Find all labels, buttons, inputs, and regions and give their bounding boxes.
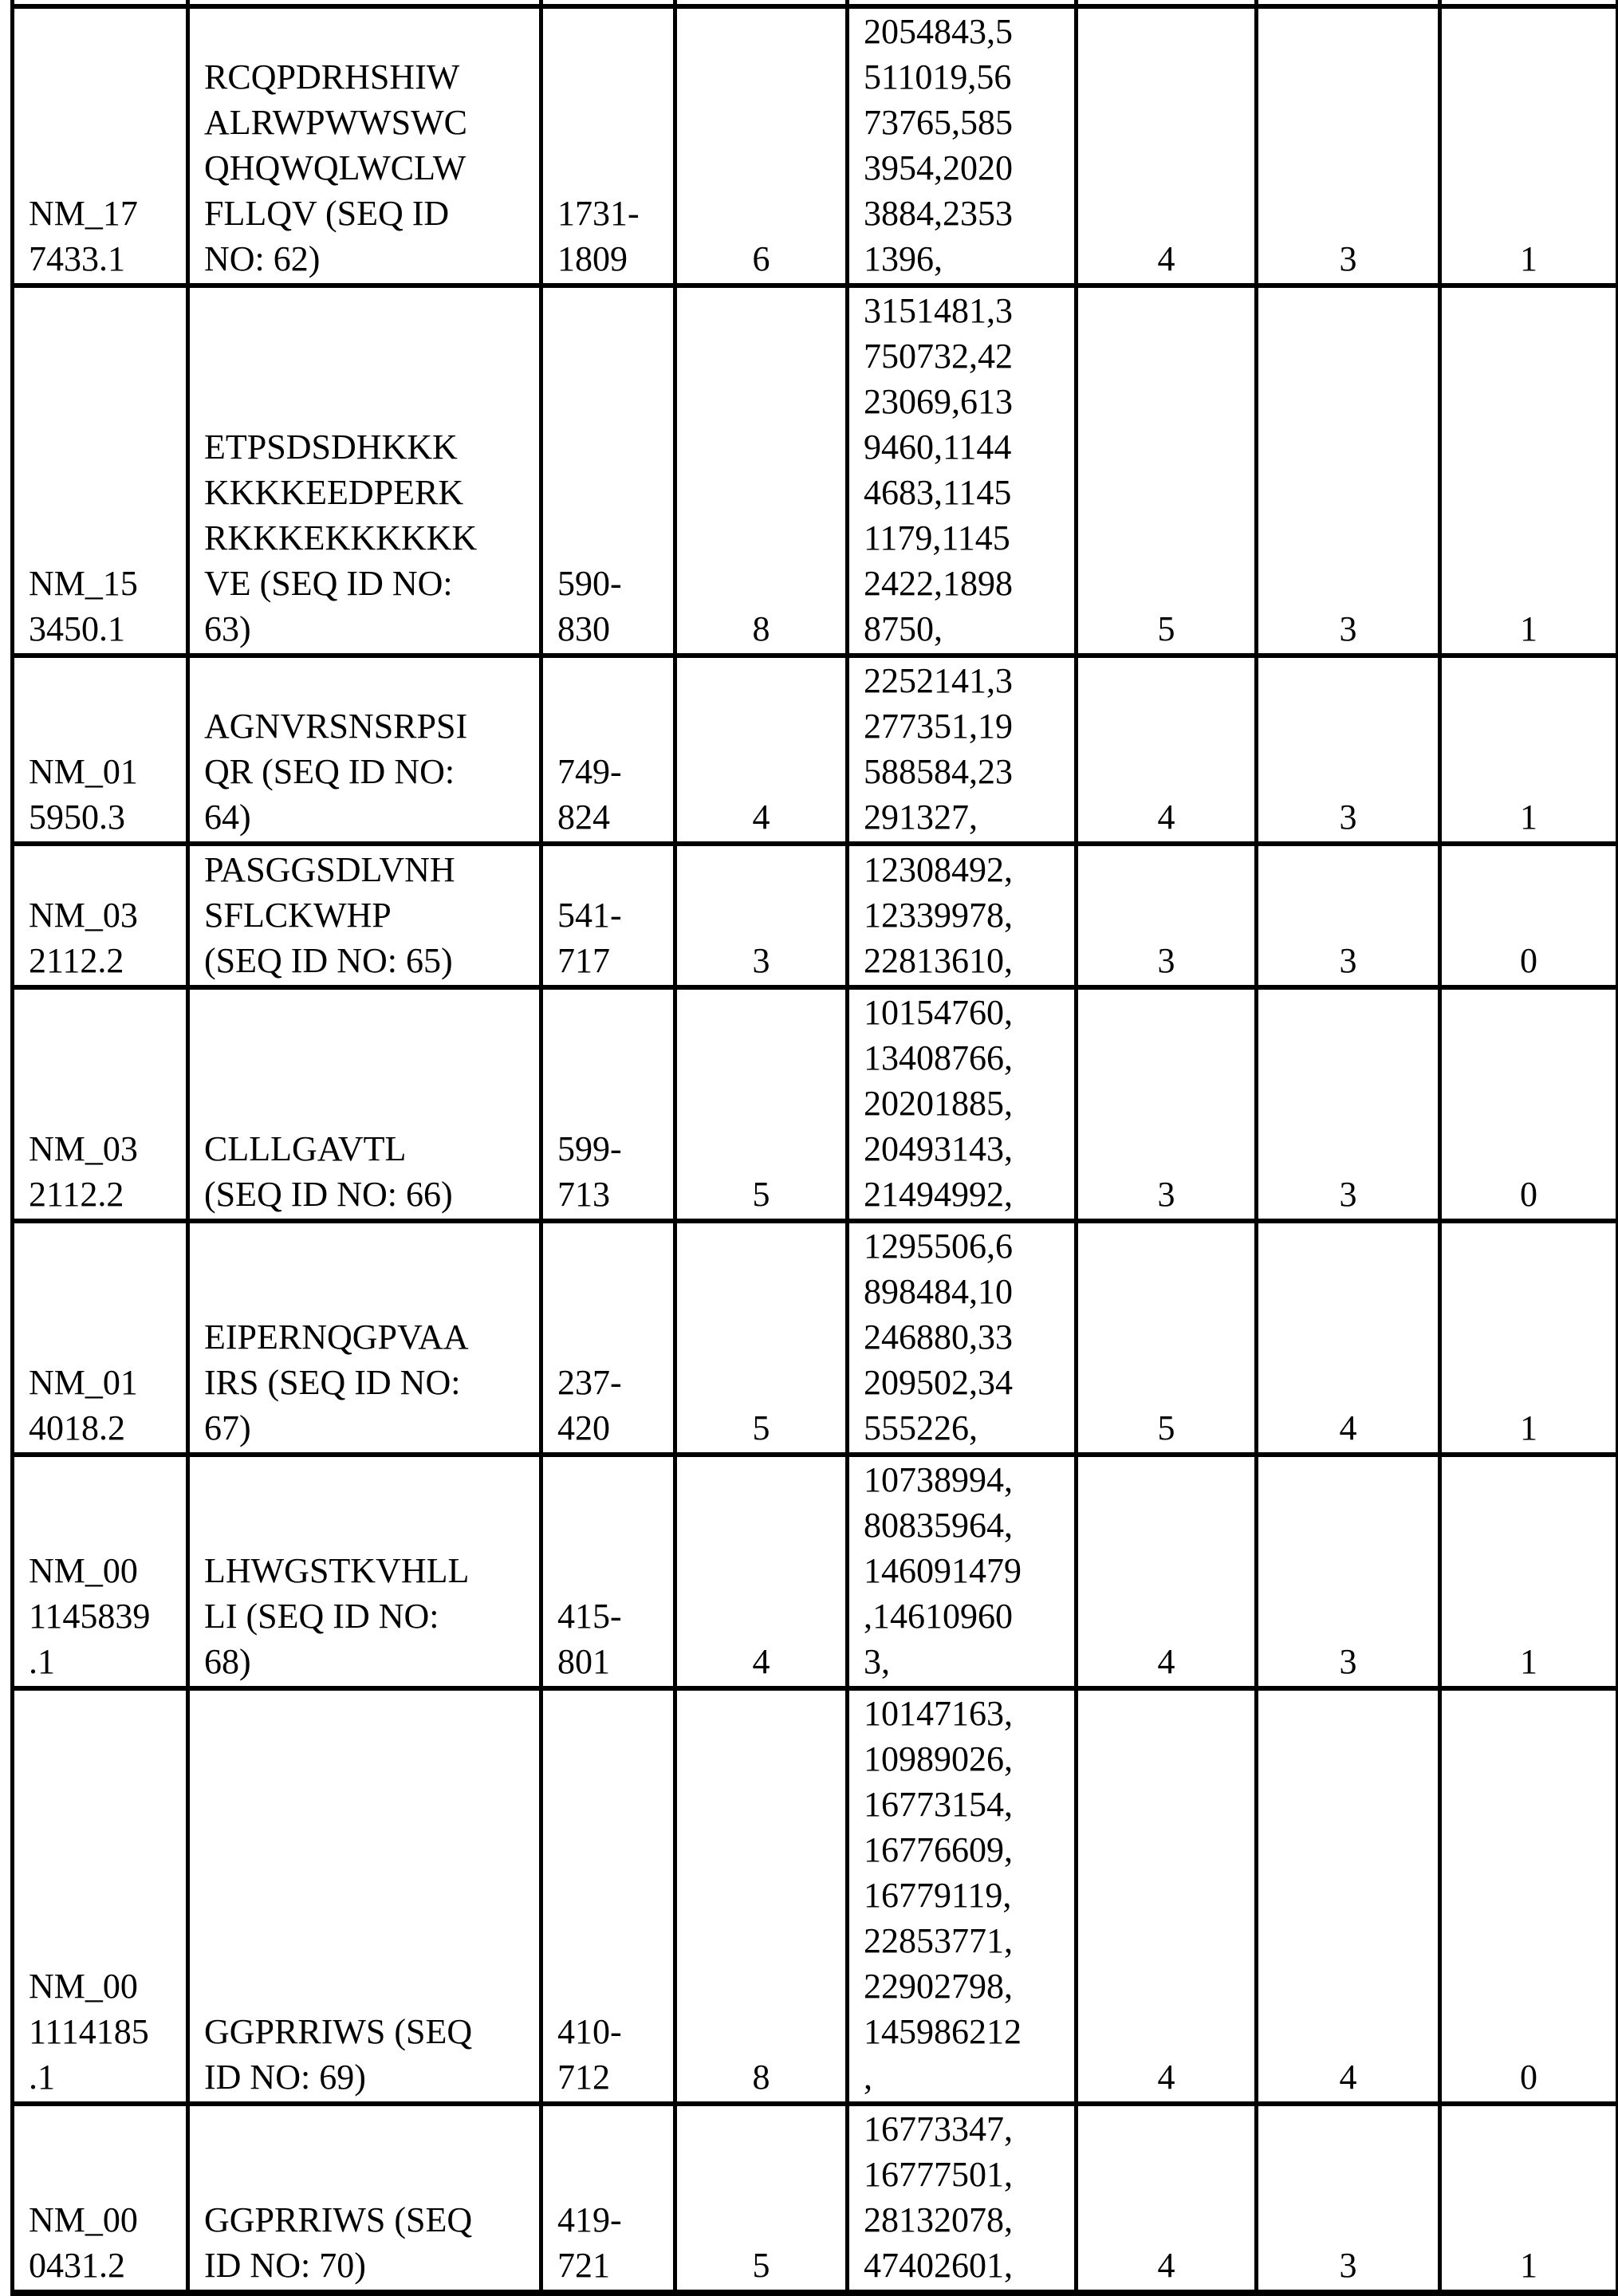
sequence-cell: GGPRRIWS (SEQ ID NO: 70): [188, 2104, 541, 2293]
stub-cell: [13, 0, 188, 6]
position-range-cell: 1731- 1809: [541, 6, 675, 286]
count-cell: 4: [675, 1455, 848, 1688]
position-range-cell: 590- 830: [541, 286, 675, 656]
metric-cell: 3: [1257, 656, 1440, 844]
metric-cell: 1: [1440, 1455, 1618, 1688]
metric-cell: 0: [1440, 1688, 1618, 2104]
accession-cell: NM_03 2112.2: [13, 987, 188, 1221]
table-top-edge-stub: [13, 0, 1618, 6]
metric-cell: 0: [1440, 844, 1618, 987]
metric-cell: 3: [1257, 844, 1440, 987]
sequence-cell: GGPRRIWS (SEQ ID NO: 69): [188, 1688, 541, 2104]
metric-cell: 3: [1257, 286, 1440, 656]
count-cell: 5: [675, 2104, 848, 2293]
stub-cell: [675, 0, 848, 6]
stub-cell: [848, 0, 1077, 6]
sequence-cell: RCQPDRHSHIW ALRWPWWSWC QHQWQLWCLW FLLQV (SEQ ID NO: 62): [188, 6, 541, 286]
metric-cell: 1: [1440, 6, 1618, 286]
table-row: [13, 1221, 1618, 1455]
accession-cell: NM_00 0431.2: [13, 2104, 188, 2293]
metric-cell: 5: [1077, 1221, 1257, 1455]
accession-cell: NM_01 4018.2: [13, 1221, 188, 1455]
count-cell: 8: [675, 286, 848, 656]
stub-cell: [188, 0, 541, 6]
metric-cell: 1: [1440, 2104, 1618, 2293]
count-cell: 8: [675, 1688, 848, 2104]
accession-cell: NM_00 1114185 .1: [13, 1688, 188, 2104]
reference-ids-cell: 10147163, 10989026, 16773154, 16776609, 16779119, 22853771, 22902798, 145986212 ,: [848, 1688, 1077, 2104]
metric-cell: 3: [1257, 1455, 1440, 1688]
metric-cell: 4: [1077, 1688, 1257, 2104]
metric-cell: 3: [1257, 6, 1440, 286]
metric-cell: 1: [1440, 286, 1618, 656]
count-cell: 5: [675, 1221, 848, 1455]
accession-cell: NM_03 2112.2: [13, 844, 188, 987]
metric-cell: 4: [1257, 1688, 1440, 2104]
reference-ids-cell: 2252141,3 277351,19 588584,23 291327,: [848, 656, 1077, 844]
position-range-cell: 410- 712: [541, 1688, 675, 2104]
sequence-cell: ETPSDSDHKKK KKKKEEDPERK RKKKEKKKKKK VE (SEQ ID NO: 63): [188, 286, 541, 656]
accession-cell: NM_15 3450.1: [13, 286, 188, 656]
metric-cell: 4: [1077, 2104, 1257, 2293]
metric-cell: 3: [1257, 987, 1440, 1221]
count-cell: 6: [675, 6, 848, 286]
reference-ids-cell: 3151481,3 750732,42 23069,613 9460,1144 4683,1145 1179,1145 2422,1898 8750,: [848, 286, 1077, 656]
position-range-cell: 237- 420: [541, 1221, 675, 1455]
stub-cell: [541, 0, 675, 6]
metric-cell: 0: [1440, 987, 1618, 1221]
sequence-cell: LHWGSTKVHLL LI (SEQ ID NO: 68): [188, 1455, 541, 1688]
accession-cell: NM_00 1145839 .1: [13, 1455, 188, 1688]
position-range-cell: 599- 713: [541, 987, 675, 1221]
reference-ids-cell: 2054843,5 511019,56 73765,585 3954,2020 3884,2353 1396,: [848, 6, 1077, 286]
stub-cell: [1077, 0, 1257, 6]
metric-cell: 3: [1077, 844, 1257, 987]
count-cell: 3: [675, 844, 848, 987]
position-range-cell: 419- 721: [541, 2104, 675, 2293]
table-row: [13, 844, 1618, 987]
sequence-cell: AGNVRSNSRPSI QR (SEQ ID NO: 64): [188, 656, 541, 844]
stub-cell: [1257, 0, 1440, 6]
table-row: [13, 2104, 1618, 2293]
metric-cell: 4: [1077, 6, 1257, 286]
metric-cell: 1: [1440, 656, 1618, 844]
reference-ids-cell: 10154760, 13408766, 20201885, 20493143, 21494992,: [848, 987, 1077, 1221]
reference-ids-cell: 12308492, 12339978, 22813610,: [848, 844, 1077, 987]
metric-cell: 4: [1077, 1455, 1257, 1688]
table-row: [13, 987, 1618, 1221]
accession-cell: NM_17 7433.1: [13, 6, 188, 286]
table-row: [13, 1688, 1618, 2104]
count-cell: 5: [675, 987, 848, 1221]
position-range-cell: 749- 824: [541, 656, 675, 844]
table-row: [13, 656, 1618, 844]
metric-cell: 3: [1257, 2104, 1440, 2293]
sequence-cell: CLLLGAVTL (SEQ ID NO: 66): [188, 987, 541, 1221]
metric-cell: 3: [1077, 987, 1257, 1221]
position-range-cell: 415- 801: [541, 1455, 675, 1688]
stub-cell: [1440, 0, 1618, 6]
reference-ids-cell: 1295506,6 898484,10 246880,33 209502,34 555226,: [848, 1221, 1077, 1455]
metric-cell: 1: [1440, 1221, 1618, 1455]
table-row: [13, 286, 1618, 656]
reference-ids-cell: 16773347, 16777501, 28132078, 47402601,: [848, 2104, 1077, 2293]
metric-cell: 5: [1077, 286, 1257, 656]
metric-cell: 4: [1077, 656, 1257, 844]
table-row: [13, 1455, 1618, 1688]
table-row: [13, 6, 1618, 286]
sequence-cell: PASGGSDLVNH SFLCKWHP (SEQ ID NO: 65): [188, 844, 541, 987]
position-range-cell: 541- 717: [541, 844, 675, 987]
reference-ids-cell: 10738994, 80835964, 146091479 ,14610960 3,: [848, 1455, 1077, 1688]
sequence-cell: EIPERNQGPVAA IRS (SEQ ID NO: 67): [188, 1221, 541, 1455]
metric-cell: 4: [1257, 1221, 1440, 1455]
accession-cell: NM_01 5950.3: [13, 656, 188, 844]
sequence-table: [10, 0, 1618, 2296]
count-cell: 4: [675, 656, 848, 844]
